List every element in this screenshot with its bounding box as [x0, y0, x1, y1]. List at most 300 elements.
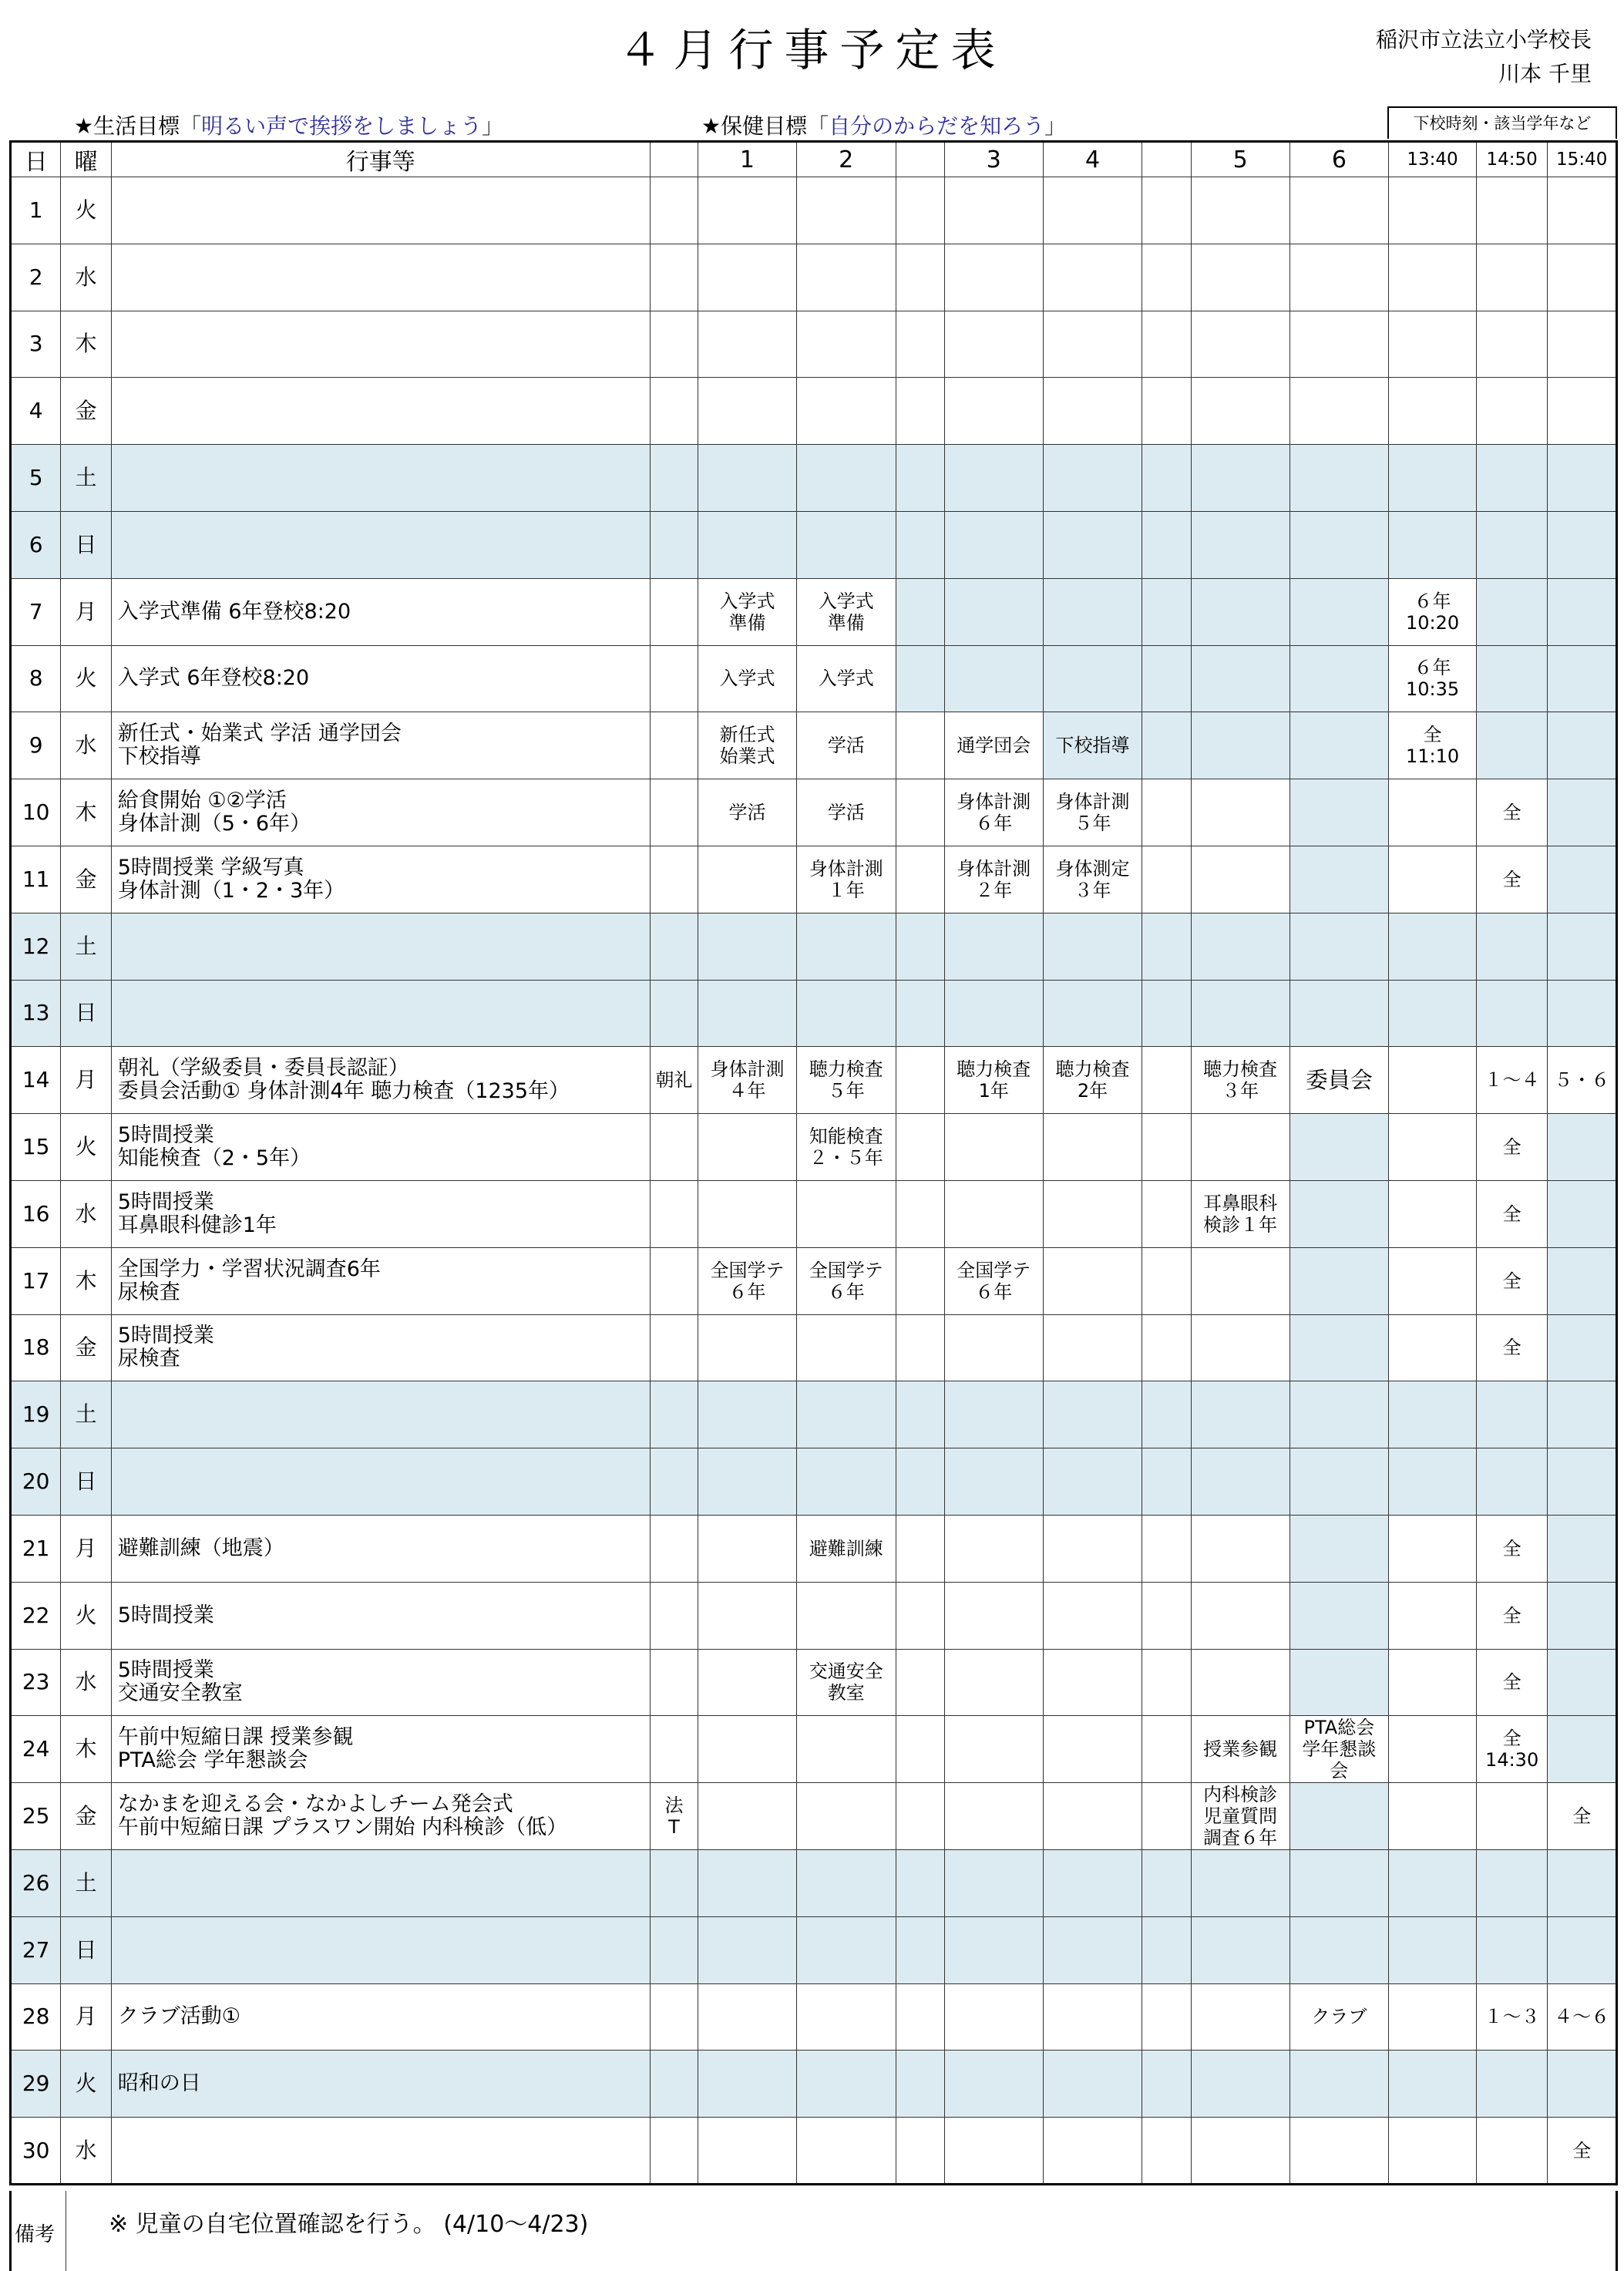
cell-time-1	[1389, 177, 1477, 244]
cell-blank-b	[1142, 913, 1191, 980]
table-row	[11, 177, 1617, 244]
cell-time-3	[1548, 645, 1617, 712]
cell-extra	[650, 1716, 698, 1783]
cell-time-1	[1389, 1515, 1477, 1582]
cell-grade-3	[944, 980, 1043, 1047]
cell-blank-a	[896, 1983, 944, 2051]
cell-time-3	[1548, 2051, 1617, 2118]
cell-grade-5	[1191, 177, 1289, 244]
cell-blank-b	[1142, 1515, 1191, 1582]
table-row	[11, 1716, 1617, 1783]
table-row	[11, 779, 1617, 846]
cell-grade-3	[944, 1916, 1043, 1983]
cell-grade-6	[1289, 645, 1389, 712]
cell-events: クラブ活動①	[111, 1983, 650, 2051]
cell-time-2	[1476, 1448, 1548, 1516]
cell-blank-a	[896, 645, 944, 712]
cell-blank-a	[896, 1916, 944, 1983]
cell-events: 新任式・始業式 学活 通学団会 下校指導	[111, 712, 650, 779]
cell-time-1: 全 11:10	[1389, 712, 1477, 779]
cell-time-3	[1548, 1916, 1617, 1983]
cell-grade-6	[1289, 1247, 1389, 1314]
cell-extra	[650, 1381, 698, 1448]
table-row	[11, 1983, 1617, 2051]
cell-time-3	[1548, 1582, 1617, 1649]
cell-grade-6: 委員会	[1289, 1047, 1389, 1114]
cell-events	[111, 511, 650, 578]
notes-text: ※ 児童の自宅位置確認を行う。 (4/10～4/23)	[109, 2211, 589, 2238]
cell-weekday: 火	[61, 1114, 111, 1181]
cell-grade-5: 耳鼻眼科 検診１年	[1191, 1180, 1289, 1247]
cell-time-1	[1389, 1716, 1477, 1783]
school-info	[1376, 23, 1592, 91]
cell-blank-a	[896, 1783, 944, 1850]
cell-weekday: 月	[61, 1047, 111, 1114]
cell-day: 24	[11, 1716, 61, 1783]
cell-grade-1	[698, 1582, 797, 1649]
cell-time-1	[1389, 1916, 1477, 1983]
cell-time-2: 全	[1476, 846, 1548, 913]
cell-grade-4	[1043, 1716, 1142, 1783]
cell-grade-6	[1289, 779, 1389, 846]
cell-events	[111, 177, 650, 244]
cell-time-1	[1389, 1649, 1477, 1716]
cell-grade-6	[1289, 511, 1389, 578]
cell-grade-6	[1289, 1114, 1389, 1181]
cell-grade-1	[698, 1314, 797, 1381]
cell-blank-a	[896, 1649, 944, 1716]
cell-blank-b	[1142, 578, 1191, 645]
cell-grade-5	[1191, 378, 1289, 445]
table-row	[11, 846, 1617, 913]
cell-blank-a	[896, 2051, 944, 2118]
cell-time-3	[1548, 445, 1617, 512]
cell-time-2	[1476, 177, 1548, 244]
cell-time-2	[1476, 378, 1548, 445]
table-row	[11, 445, 1617, 512]
cell-grade-2	[796, 2118, 896, 2185]
cell-blank-b	[1142, 311, 1191, 378]
cell-time-3	[1548, 311, 1617, 378]
table-row	[11, 1649, 1617, 1716]
cell-grade-2: 避難訓練	[796, 1515, 896, 1582]
cell-grade-3	[944, 1783, 1043, 1850]
cell-grade-4	[1043, 511, 1142, 578]
cell-blank-a	[896, 445, 944, 512]
cell-grade-4	[1043, 1649, 1142, 1716]
cell-grade-3	[944, 311, 1043, 378]
cell-grade-5	[1191, 2051, 1289, 2118]
cell-weekday: 日	[61, 511, 111, 578]
cell-weekday: 火	[61, 2051, 111, 2118]
cell-events: 給食開始 ①②学活 身体計測（5・6年）	[111, 779, 650, 846]
table-row	[11, 645, 1617, 712]
cell-blank-b	[1142, 645, 1191, 712]
cell-grade-1	[698, 311, 797, 378]
cell-blank-a	[896, 1247, 944, 1314]
cell-events	[111, 1381, 650, 1448]
cell-grade-6	[1289, 445, 1389, 512]
cell-weekday: 日	[61, 1916, 111, 1983]
cell-grade-2	[796, 1180, 896, 1247]
cell-time-3	[1548, 1314, 1617, 1381]
cell-grade-2	[796, 244, 896, 311]
cell-events: 5時間授業 学級写真 身体計測（1・2・3年）	[111, 846, 650, 913]
cell-grade-1	[698, 846, 797, 913]
table-row	[11, 1515, 1617, 1582]
cell-time-3	[1548, 1180, 1617, 1247]
school-name: 稲沢市立法立小学校長	[1375, 27, 1592, 52]
cell-time-3	[1548, 511, 1617, 578]
cell-grade-3	[944, 1716, 1043, 1783]
cell-grade-2: 入学式 準備	[796, 578, 896, 645]
cell-time-2	[1476, 645, 1548, 712]
cell-time-2: 全	[1476, 1114, 1548, 1181]
cell-grade-6	[1289, 913, 1389, 980]
table-row	[11, 712, 1617, 779]
cell-weekday: 月	[61, 1515, 111, 1582]
cell-blank-a	[896, 511, 944, 578]
cell-day: 20	[11, 1448, 61, 1516]
cell-weekday: 土	[61, 1381, 111, 1448]
cell-events: 避難訓練（地震）	[111, 1515, 650, 1582]
cell-grade-6	[1289, 1515, 1389, 1582]
cell-time-3	[1548, 378, 1617, 445]
table-row	[11, 511, 1617, 578]
cell-grade-6	[1289, 1448, 1389, 1516]
cell-extra	[650, 2051, 698, 2118]
cell-grade-1	[698, 980, 797, 1047]
cell-time-1	[1389, 1247, 1477, 1314]
cell-grade-4	[1043, 578, 1142, 645]
cell-weekday: 木	[61, 311, 111, 378]
cell-time-1	[1389, 1314, 1477, 1381]
cell-blank-b	[1142, 445, 1191, 512]
life-goal-text: 明るい声で挨拶をしましょう	[201, 113, 482, 139]
cell-blank-a	[896, 1047, 944, 1114]
cell-grade-6	[1289, 1649, 1389, 1716]
cell-grade-1	[698, 1114, 797, 1181]
cell-grade-4: 身体計測 ５年	[1043, 779, 1142, 846]
cell-weekday: 水	[61, 2118, 111, 2185]
table-row	[11, 1047, 1617, 1114]
cell-time-1	[1389, 846, 1477, 913]
cell-grade-5	[1191, 1314, 1289, 1381]
cell-time-2	[1476, 712, 1548, 779]
cell-day: 13	[11, 980, 61, 1047]
cell-blank-b	[1142, 1180, 1191, 1247]
cell-time-1	[1389, 1783, 1477, 1850]
cell-time-2: 全	[1476, 779, 1548, 846]
cell-time-1	[1389, 2118, 1477, 2185]
cell-time-1	[1389, 1983, 1477, 2051]
cell-day: 30	[11, 2118, 61, 2185]
cell-weekday: 火	[61, 645, 111, 712]
table-row	[11, 1448, 1617, 1516]
cell-events: 入学式 6年登校8:20	[111, 645, 650, 712]
cell-grade-1	[698, 177, 797, 244]
cell-time-1	[1389, 244, 1477, 311]
cell-grade-4	[1043, 378, 1142, 445]
cell-blank-b	[1142, 1582, 1191, 1649]
cell-weekday: 水	[61, 244, 111, 311]
cell-day: 11	[11, 846, 61, 913]
cell-grade-6	[1289, 244, 1389, 311]
cell-grade-2	[796, 311, 896, 378]
cell-grade-3: 身体計測 ６年	[944, 779, 1043, 846]
cell-weekday: 金	[61, 1314, 111, 1381]
cell-weekday: 土	[61, 913, 111, 980]
cell-grade-4	[1043, 2051, 1142, 2118]
cell-grade-3	[944, 177, 1043, 244]
cell-grade-2: 全国学テ ６年	[796, 1247, 896, 1314]
cell-grade-3	[944, 1381, 1043, 1448]
cell-grade-1	[698, 913, 797, 980]
cell-extra	[650, 1916, 698, 1983]
cell-grade-3: 全国学テ ６年	[944, 1247, 1043, 1314]
cell-blank-b	[1142, 244, 1191, 311]
cell-blank-b	[1142, 1047, 1191, 1114]
cell-grade-3: 聴力検査 1年	[944, 1047, 1043, 1114]
table-row	[11, 913, 1617, 980]
cell-time-2	[1476, 1381, 1548, 1448]
cell-day: 26	[11, 1849, 61, 1916]
cell-grade-4	[1043, 980, 1142, 1047]
cell-grade-2: 交通安全 教室	[796, 1649, 896, 1716]
cell-day: 27	[11, 1916, 61, 1983]
cell-time-1	[1389, 913, 1477, 980]
cell-extra	[650, 1582, 698, 1649]
cell-time-2: 全	[1476, 1314, 1548, 1381]
col-events: 行事等	[111, 142, 650, 177]
cell-time-2	[1476, 1916, 1548, 1983]
cell-grade-5	[1191, 1983, 1289, 2051]
cell-time-3	[1548, 712, 1617, 779]
cell-grade-6	[1289, 177, 1389, 244]
cell-grade-4	[1043, 1983, 1142, 2051]
cell-extra	[650, 244, 698, 311]
cell-weekday: 金	[61, 846, 111, 913]
cell-time-3: 全	[1548, 2118, 1617, 2185]
cell-events	[111, 1849, 650, 1916]
cell-grade-1	[698, 1916, 797, 1983]
cell-time-1	[1389, 445, 1477, 512]
cell-grade-4	[1043, 913, 1142, 980]
cell-blank-b	[1142, 1247, 1191, 1314]
cell-grade-4	[1043, 177, 1142, 244]
cell-grade-1	[698, 1180, 797, 1247]
cell-grade-2	[796, 511, 896, 578]
cell-blank-a	[896, 779, 944, 846]
cell-time-2	[1476, 1849, 1548, 1916]
cell-grade-3	[944, 2051, 1043, 2118]
cell-grade-2	[796, 445, 896, 512]
cell-events: 5時間授業	[111, 1582, 650, 1649]
cell-time-2: 全	[1476, 1247, 1548, 1314]
col-time-1: 13:40	[1389, 142, 1477, 177]
cell-grade-5	[1191, 1381, 1289, 1448]
cell-time-3	[1548, 1114, 1617, 1181]
cell-day: 8	[11, 645, 61, 712]
cell-blank-a	[896, 177, 944, 244]
cell-time-2: １～３	[1476, 1983, 1548, 2051]
cell-grade-2	[796, 1582, 896, 1649]
cell-grade-3	[944, 2118, 1043, 2185]
cell-day: 21	[11, 1515, 61, 1582]
cell-grade-4	[1043, 1114, 1142, 1181]
cell-time-1	[1389, 311, 1477, 378]
cell-blank-b	[1142, 378, 1191, 445]
cell-grade-2: 聴力検査 ５年	[796, 1047, 896, 1114]
cell-grade-1	[698, 511, 797, 578]
cell-time-3	[1548, 244, 1617, 311]
cell-grade-6	[1289, 2051, 1389, 2118]
cell-blank-a	[896, 1314, 944, 1381]
cell-grade-2	[796, 1783, 896, 1850]
cell-grade-3	[944, 1649, 1043, 1716]
cell-grade-2	[796, 980, 896, 1047]
cell-grade-3	[944, 1849, 1043, 1916]
cell-time-3	[1548, 1649, 1617, 1716]
cell-grade-2: 学活	[796, 712, 896, 779]
cell-day: 15	[11, 1114, 61, 1181]
table-header-row	[11, 142, 1617, 177]
cell-events	[111, 913, 650, 980]
health-goal-label: ★保健目標「	[701, 113, 829, 139]
cell-blank-a	[896, 1849, 944, 1916]
health-goal-text: 自分のからだを知ろう	[829, 113, 1045, 139]
col-grade-1: 1	[698, 142, 797, 177]
cell-grade-5	[1191, 1448, 1289, 1516]
cell-grade-4	[1043, 645, 1142, 712]
cell-grade-6	[1289, 1381, 1389, 1448]
cell-grade-4	[1043, 1515, 1142, 1582]
cell-weekday: 月	[61, 1983, 111, 2051]
cell-time-3: 全	[1548, 1783, 1617, 1850]
cell-events	[111, 2118, 650, 2185]
cell-grade-2	[796, 2051, 896, 2118]
cell-blank-b	[1142, 511, 1191, 578]
table-row	[11, 1180, 1617, 1247]
cell-grade-3	[944, 378, 1043, 445]
cell-grade-5	[1191, 846, 1289, 913]
cell-time-1	[1389, 980, 1477, 1047]
cell-grade-2	[796, 177, 896, 244]
cell-extra	[650, 1247, 698, 1314]
cell-day: 6	[11, 511, 61, 578]
cell-grade-1	[698, 1381, 797, 1448]
cell-grade-5	[1191, 1582, 1289, 1649]
cell-time-2	[1476, 980, 1548, 1047]
cell-blank-b	[1142, 177, 1191, 244]
cell-extra	[650, 511, 698, 578]
cell-grade-5	[1191, 1849, 1289, 1916]
cell-weekday: 金	[61, 378, 111, 445]
cell-events	[111, 378, 650, 445]
cell-grade-1	[698, 244, 797, 311]
cell-blank-a	[896, 1114, 944, 1181]
cell-blank-b	[1142, 980, 1191, 1047]
cell-time-2	[1476, 511, 1548, 578]
cell-time-2	[1476, 2051, 1548, 2118]
col-blank-b	[1142, 142, 1191, 177]
cell-grade-4	[1043, 1314, 1142, 1381]
cell-grade-2	[796, 378, 896, 445]
cell-grade-6	[1289, 378, 1389, 445]
cell-day: 25	[11, 1783, 61, 1850]
cell-extra	[650, 980, 698, 1047]
cell-grade-1	[698, 378, 797, 445]
cell-extra	[650, 1849, 698, 1916]
cell-grade-4: 身体測定 ３年	[1043, 846, 1142, 913]
cell-grade-6	[1289, 980, 1389, 1047]
table-row	[11, 1247, 1617, 1314]
cell-time-3	[1548, 1381, 1617, 1448]
cell-time-2: 全 14:30	[1476, 1716, 1548, 1783]
cell-weekday: 土	[61, 1849, 111, 1916]
cell-grade-1: 身体計測 ４年	[698, 1047, 797, 1114]
cell-grade-6: クラブ	[1289, 1983, 1389, 2051]
cell-grade-5	[1191, 1515, 1289, 1582]
cell-blank-a	[896, 846, 944, 913]
cell-grade-4	[1043, 1916, 1142, 1983]
cell-extra	[650, 846, 698, 913]
cell-blank-a	[896, 311, 944, 378]
cell-blank-a	[896, 1180, 944, 1247]
cell-grade-6	[1289, 311, 1389, 378]
cell-weekday: 木	[61, 779, 111, 846]
table-row	[11, 1381, 1617, 1448]
cell-grade-2	[796, 1716, 896, 1783]
table-row	[11, 1314, 1617, 1381]
life-goal	[74, 109, 503, 140]
cell-time-2	[1476, 2118, 1548, 2185]
cell-blank-b	[1142, 2051, 1191, 2118]
cell-day: 3	[11, 311, 61, 378]
cell-grade-4	[1043, 1448, 1142, 1516]
cell-weekday: 金	[61, 1783, 111, 1850]
cell-time-2: １～４	[1476, 1047, 1548, 1114]
cell-events	[111, 1448, 650, 1516]
cell-time-2	[1476, 913, 1548, 980]
cell-grade-4	[1043, 1783, 1142, 1850]
cell-blank-a	[896, 1582, 944, 1649]
cell-events: 5時間授業 耳鼻眼科健診1年	[111, 1180, 650, 1247]
cell-grade-5: 授業参観	[1191, 1716, 1289, 1783]
table-row	[11, 1114, 1617, 1181]
cell-extra	[650, 578, 698, 645]
cell-grade-3	[944, 1983, 1043, 2051]
cell-time-1	[1389, 1582, 1477, 1649]
cell-grade-5: 聴力検査 ３年	[1191, 1047, 1289, 1114]
cell-grade-3	[944, 1180, 1043, 1247]
cell-grade-6	[1289, 1314, 1389, 1381]
cell-weekday: 日	[61, 1448, 111, 1516]
cell-grade-1: 学活	[698, 779, 797, 846]
cell-day: 29	[11, 2051, 61, 2118]
col-weekday: 曜	[61, 142, 111, 177]
cell-time-3: ５・６	[1548, 1047, 1617, 1114]
table-row	[11, 980, 1617, 1047]
cell-grade-6	[1289, 712, 1389, 779]
cell-extra	[650, 378, 698, 445]
cell-events: 午前中短縮日課 授業参観 PTA総会 学年懇談会	[111, 1716, 650, 1783]
cell-grade-1	[698, 1849, 797, 1916]
cell-grade-3	[944, 1515, 1043, 1582]
cell-weekday: 火	[61, 1582, 111, 1649]
cell-extra	[650, 311, 698, 378]
cell-grade-3	[944, 1314, 1043, 1381]
